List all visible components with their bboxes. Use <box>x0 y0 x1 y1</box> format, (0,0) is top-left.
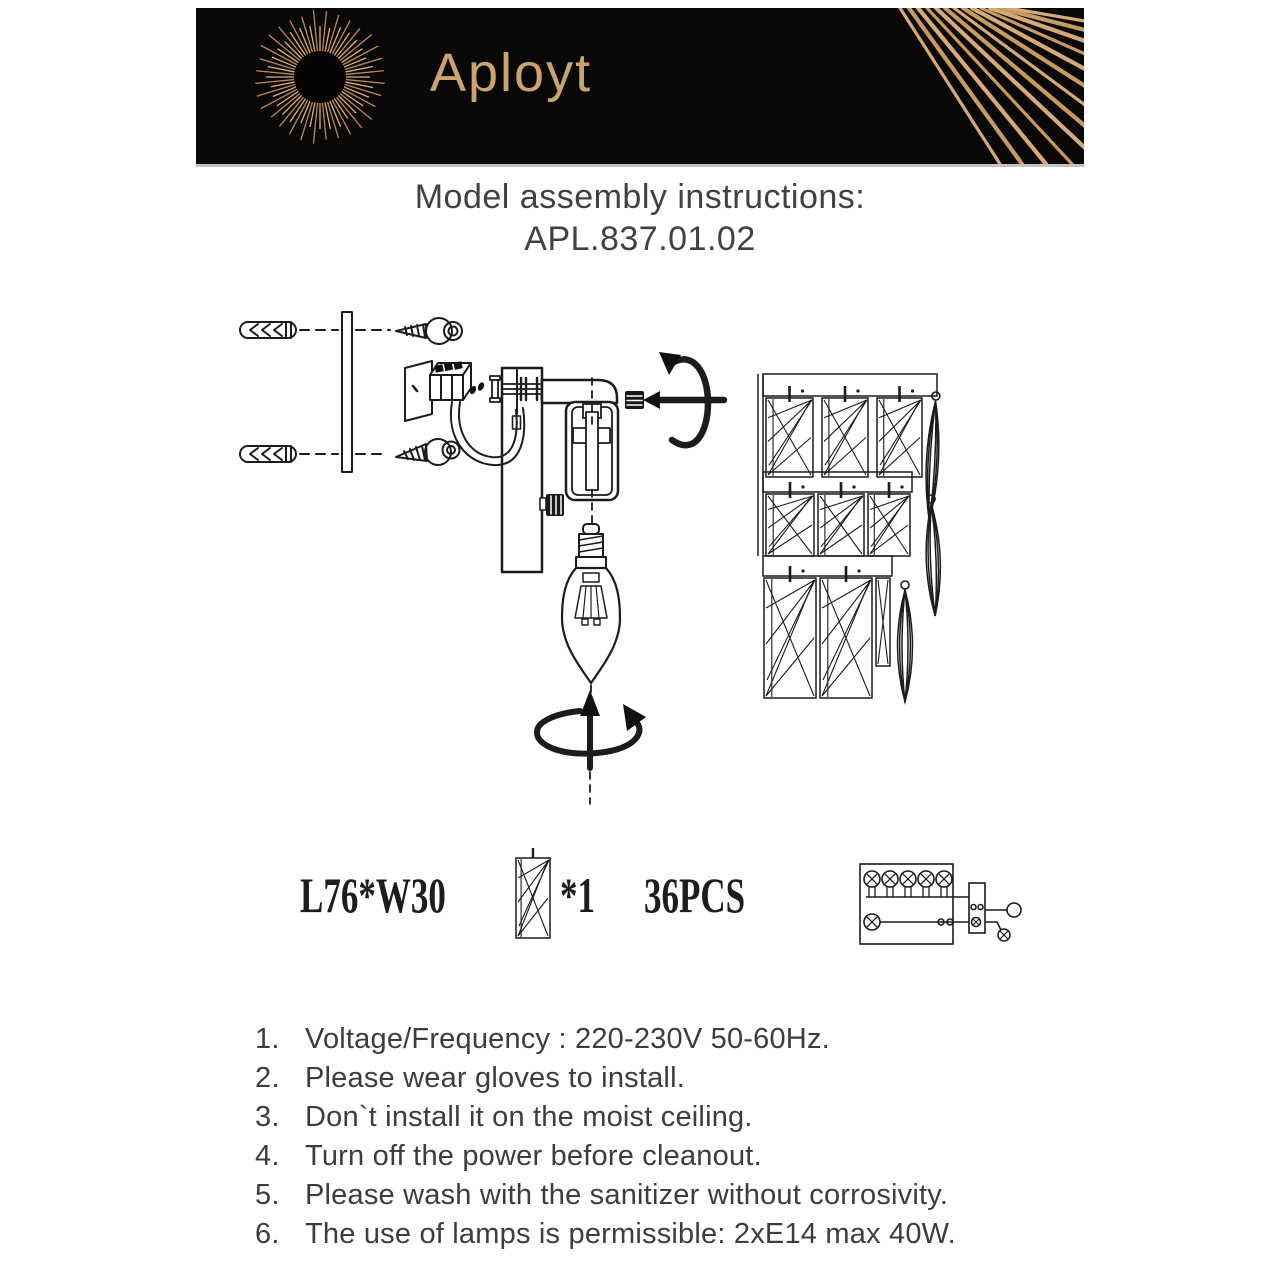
list-item: 2. Please wear gloves to install. <box>255 1062 685 1094</box>
instruction-list <box>255 1020 1085 1254</box>
lamp-symbol <box>1007 903 1021 917</box>
brand-logo-text: Aployt <box>430 43 593 103</box>
mounting-strip <box>342 312 352 472</box>
wiring-diagram <box>850 850 1030 955</box>
e14-bulb-icon <box>562 524 620 683</box>
list-item: 4. Turn off the power before cleanout. <box>255 1140 762 1172</box>
list-item: 1. Voltage/Frequency : 220-230V 50-60Hz. <box>255 1023 830 1055</box>
junction-box <box>405 361 485 421</box>
assembly-diagram <box>220 290 780 810</box>
wall-anchor-icon <box>240 322 296 338</box>
crystal-dimensions: L76*W30 <box>300 867 446 923</box>
banner-decor <box>196 8 1084 164</box>
screw-icon <box>396 439 460 465</box>
page-title: Model assembly instructions: <box>414 178 866 216</box>
insert-arrow-icon <box>643 391 724 409</box>
list-item: 3. Don`t install it on the moist ceiling. <box>255 1101 753 1133</box>
parts-count-row <box>300 850 789 940</box>
knurled-nut-icon <box>625 391 644 409</box>
model-number: APL.837.01.02 <box>524 220 756 258</box>
list-item: 6. The use of lamps is permissible: 2xE14 max 40W. <box>255 1218 956 1250</box>
title-block <box>0 176 1280 260</box>
faceted-crystal-icon <box>512 848 554 942</box>
crystal-panel-diagram <box>750 360 965 710</box>
wall-anchor-icon <box>240 446 296 462</box>
pieces-count: 36PCS <box>644 867 746 923</box>
crystal-quantity: *1 <box>560 867 596 923</box>
thumb-nut-icon <box>540 494 564 516</box>
screw-icon <box>396 318 462 344</box>
screw-in-arrow-icon <box>537 690 646 768</box>
list-item: 5. Please wash with the sanitizer without corrosivity. <box>255 1179 949 1211</box>
starburst-logo-icon <box>255 10 384 143</box>
sconce-arm <box>542 380 617 403</box>
ray-fan-icon <box>900 8 1084 164</box>
brand-banner <box>196 8 1084 167</box>
